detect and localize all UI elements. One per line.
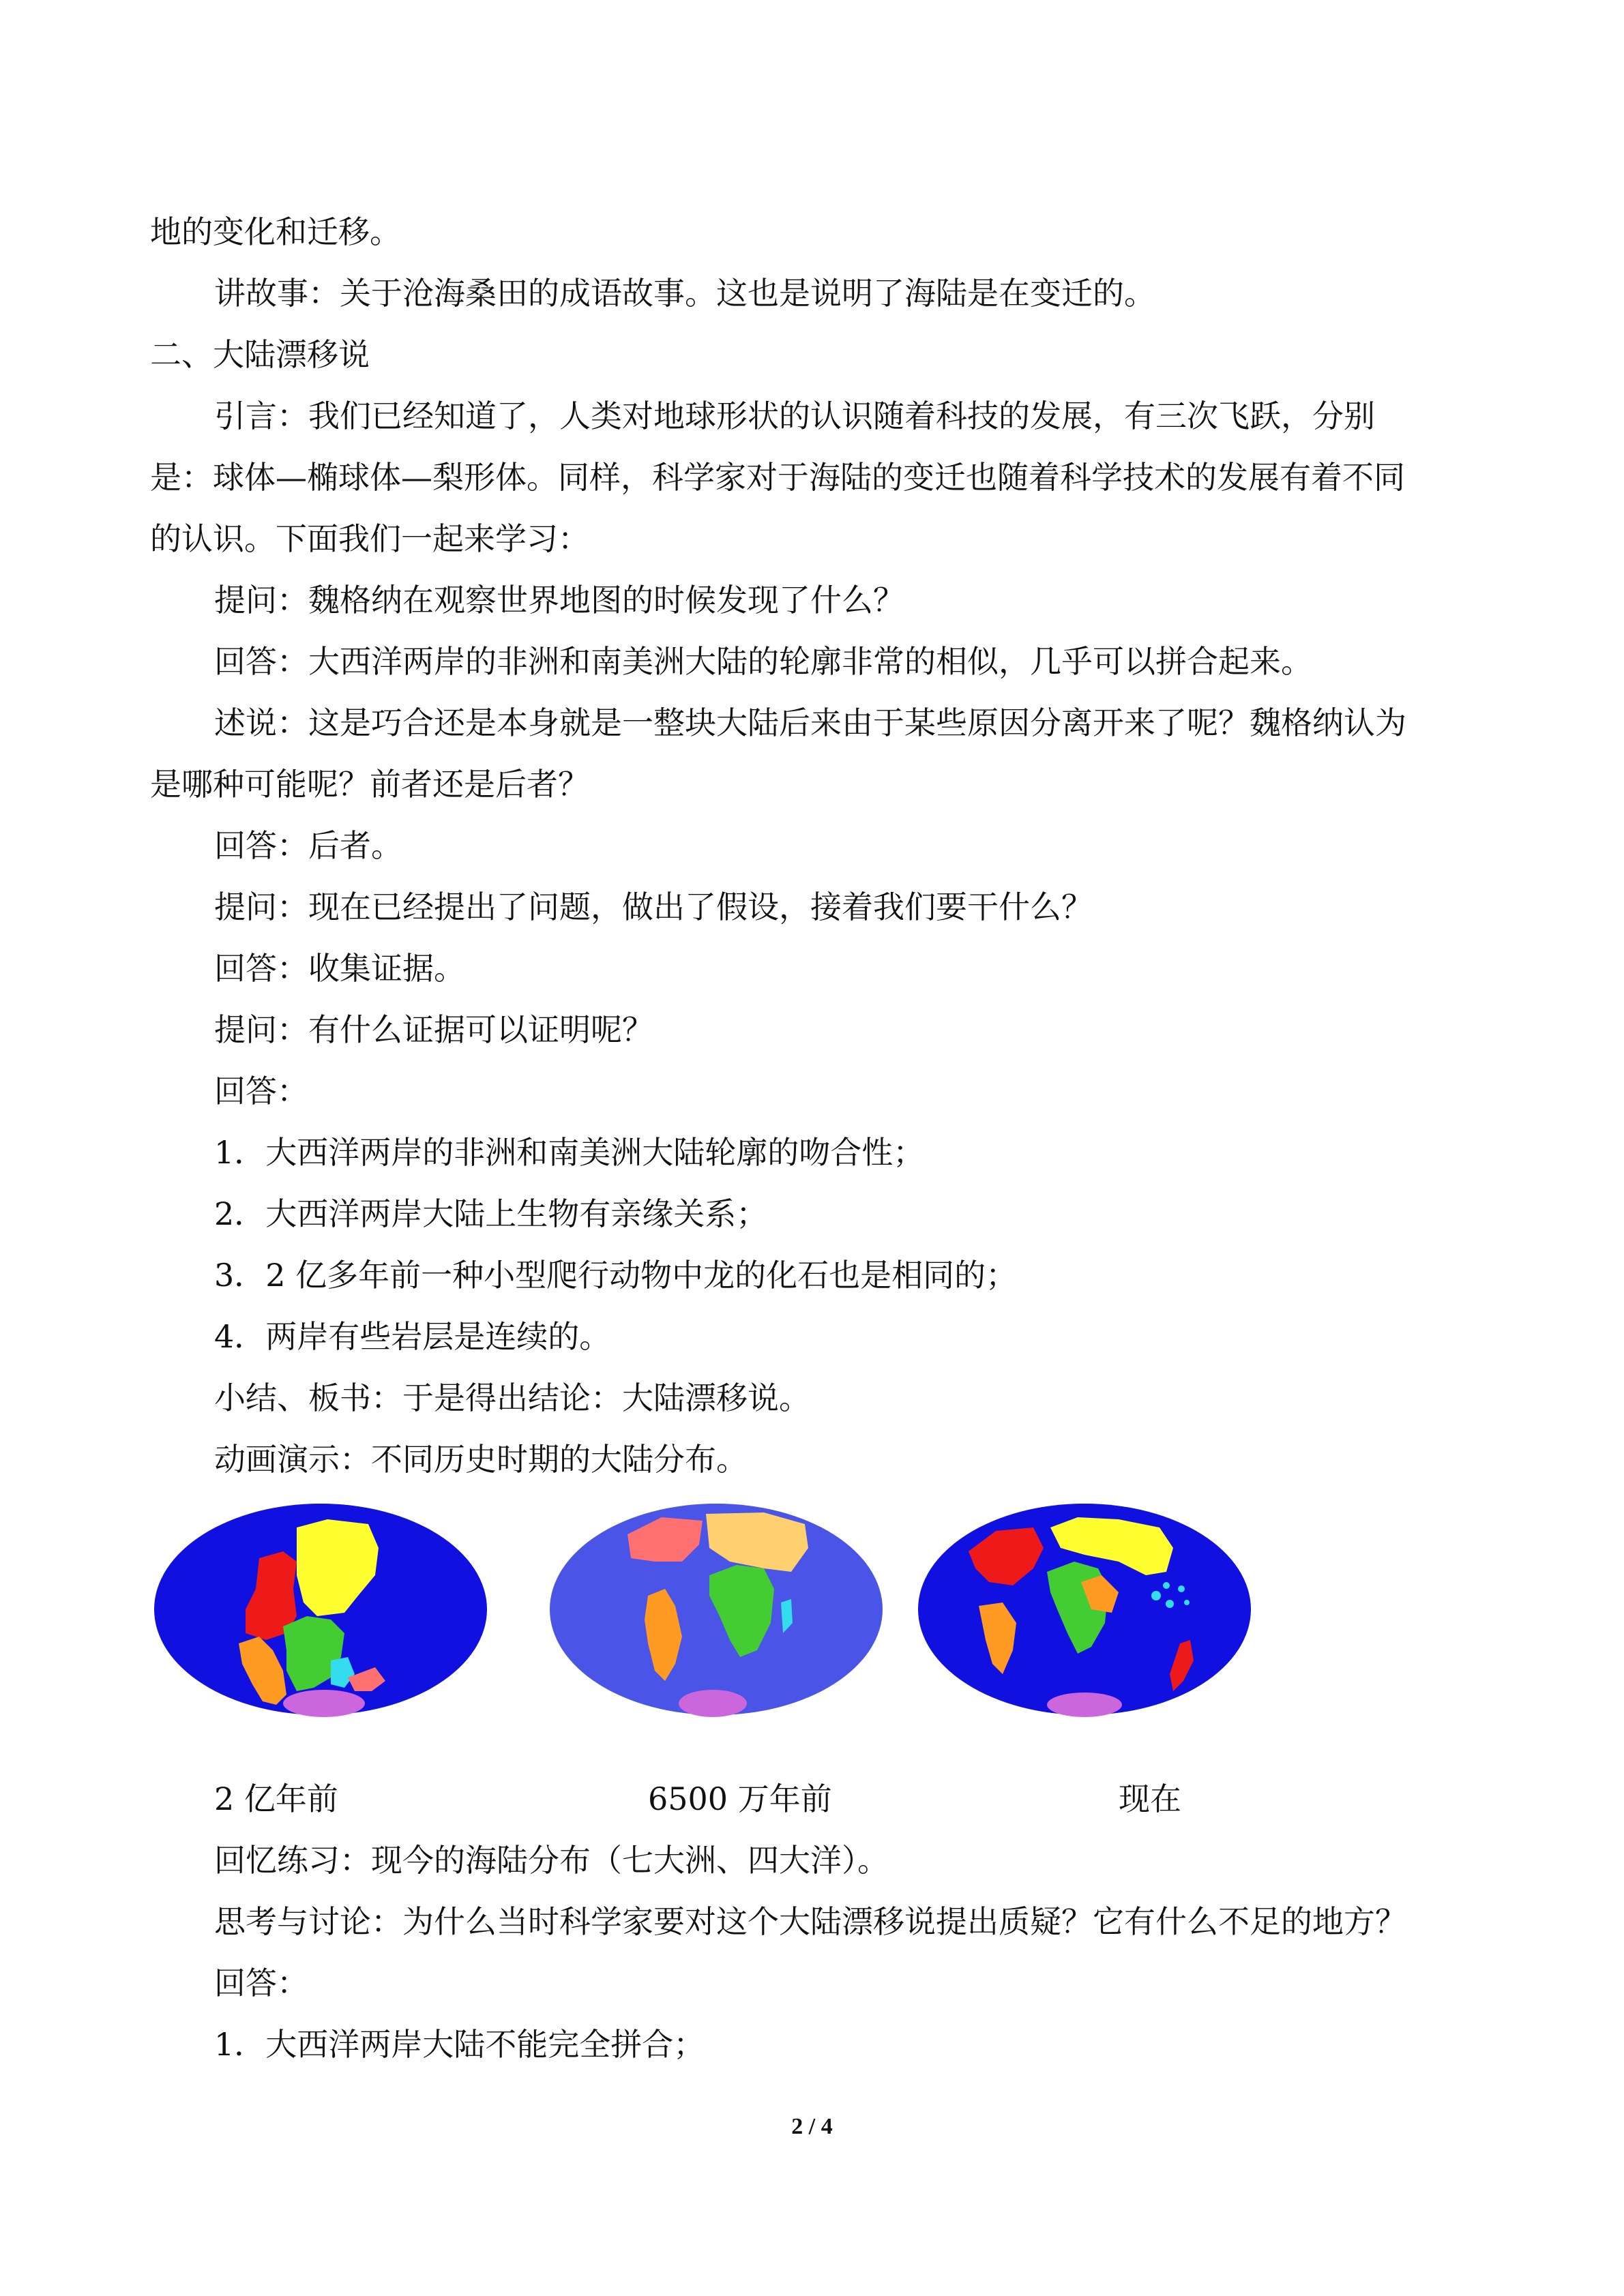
page-number: 2 / 4 xyxy=(791,2114,833,2139)
paragraph-line: 提问：有什么证据可以证明呢？ xyxy=(214,1011,653,1048)
paragraph-line: 述说：这是巧合还是本身就是一整块大陆后来由于某些原因分离开来了呢？魏格纳认为 xyxy=(214,704,1406,741)
list-item: 3．2 亿多年前一种小型爬行动物中龙的化石也是相同的； xyxy=(214,1257,1018,1294)
paragraph-line: 思考与讨论：为什么当时科学家要对这个大陆漂移说提出质疑？它有什么不足的地方？ xyxy=(214,1903,1406,1940)
landmass-purple xyxy=(1047,1693,1122,1717)
paragraph-line: 的认识。下面我们一起来学习： xyxy=(150,520,589,557)
paragraph-line: 引言：我们已经知道了，人类对地球形状的认识随着科技的发展，有三次飞跃，分别 xyxy=(214,398,1375,434)
pangaea-map xyxy=(150,1487,491,1732)
paragraph-line: 回答： xyxy=(214,1965,308,2001)
paragraph-line: 提问：现在已经提出了问题，做出了假设，接着我们要干什么？ xyxy=(214,889,1093,925)
landmass-purple xyxy=(679,1690,747,1717)
list-item: 4．两岸有些岩层是连续的。 xyxy=(214,1318,611,1355)
continental-drift-figure xyxy=(150,1487,1323,1732)
paragraph-line: 回忆练习：现今的海陆分布（七大洲、四大洋）。 xyxy=(214,1842,889,1879)
figure-caption: 现在 xyxy=(1119,1780,1181,1817)
paragraph-line: 讲故事：关于沧海桑田的成语故事。这也是说明了海陆是在变迁的。 xyxy=(214,275,1155,312)
paragraph-line: 回答： xyxy=(214,1073,308,1109)
section-heading: 二、大陆漂移说 xyxy=(150,336,370,373)
landmass-purple xyxy=(283,1690,365,1717)
present-day-map xyxy=(914,1487,1255,1732)
island xyxy=(1151,1591,1161,1600)
list-item: 1．大西洋两岸大陆不能完全拼合； xyxy=(214,2026,705,2063)
paragraph-line: 动画演示：不同历史时期的大陆分布。 xyxy=(214,1441,748,1478)
paragraph-line: 是哪种可能呢？前者还是后者？ xyxy=(150,766,589,803)
figure-caption: 2 亿年前 xyxy=(214,1780,338,1817)
island xyxy=(1184,1600,1190,1605)
figure-caption: 6500 万年前 xyxy=(648,1780,832,1817)
island xyxy=(1178,1585,1185,1592)
island xyxy=(1166,1600,1174,1608)
list-item: 1．大西洋两岸的非洲和南美洲大陆轮廓的吻合性； xyxy=(214,1134,925,1171)
paragraph-line: 回答：大西洋两岸的非洲和南美洲大陆的轮廓非常的相似，几乎可以拼合起来。 xyxy=(214,643,1312,680)
paragraph-line: 回答：后者。 xyxy=(214,827,402,864)
paragraph-line: 是：球体—椭球体—梨形体。同样，科学家对于海陆的变迁也随着科学技术的发展有着不同 xyxy=(150,459,1405,496)
paragraph-line: 小结、板书：于是得出结论：大陆漂移说。 xyxy=(214,1380,810,1416)
cretaceous-map xyxy=(546,1487,887,1732)
paragraph-line: 提问：魏格纳在观察世界地图的时候发现了什么？ xyxy=(214,582,904,618)
paragraph-line: 地的变化和迁移。 xyxy=(150,213,401,250)
list-item: 2．大西洋两岸大陆上生物有亲缘关系； xyxy=(214,1195,768,1232)
island xyxy=(1163,1582,1170,1589)
paragraph-line: 回答：收集证据。 xyxy=(214,950,465,987)
